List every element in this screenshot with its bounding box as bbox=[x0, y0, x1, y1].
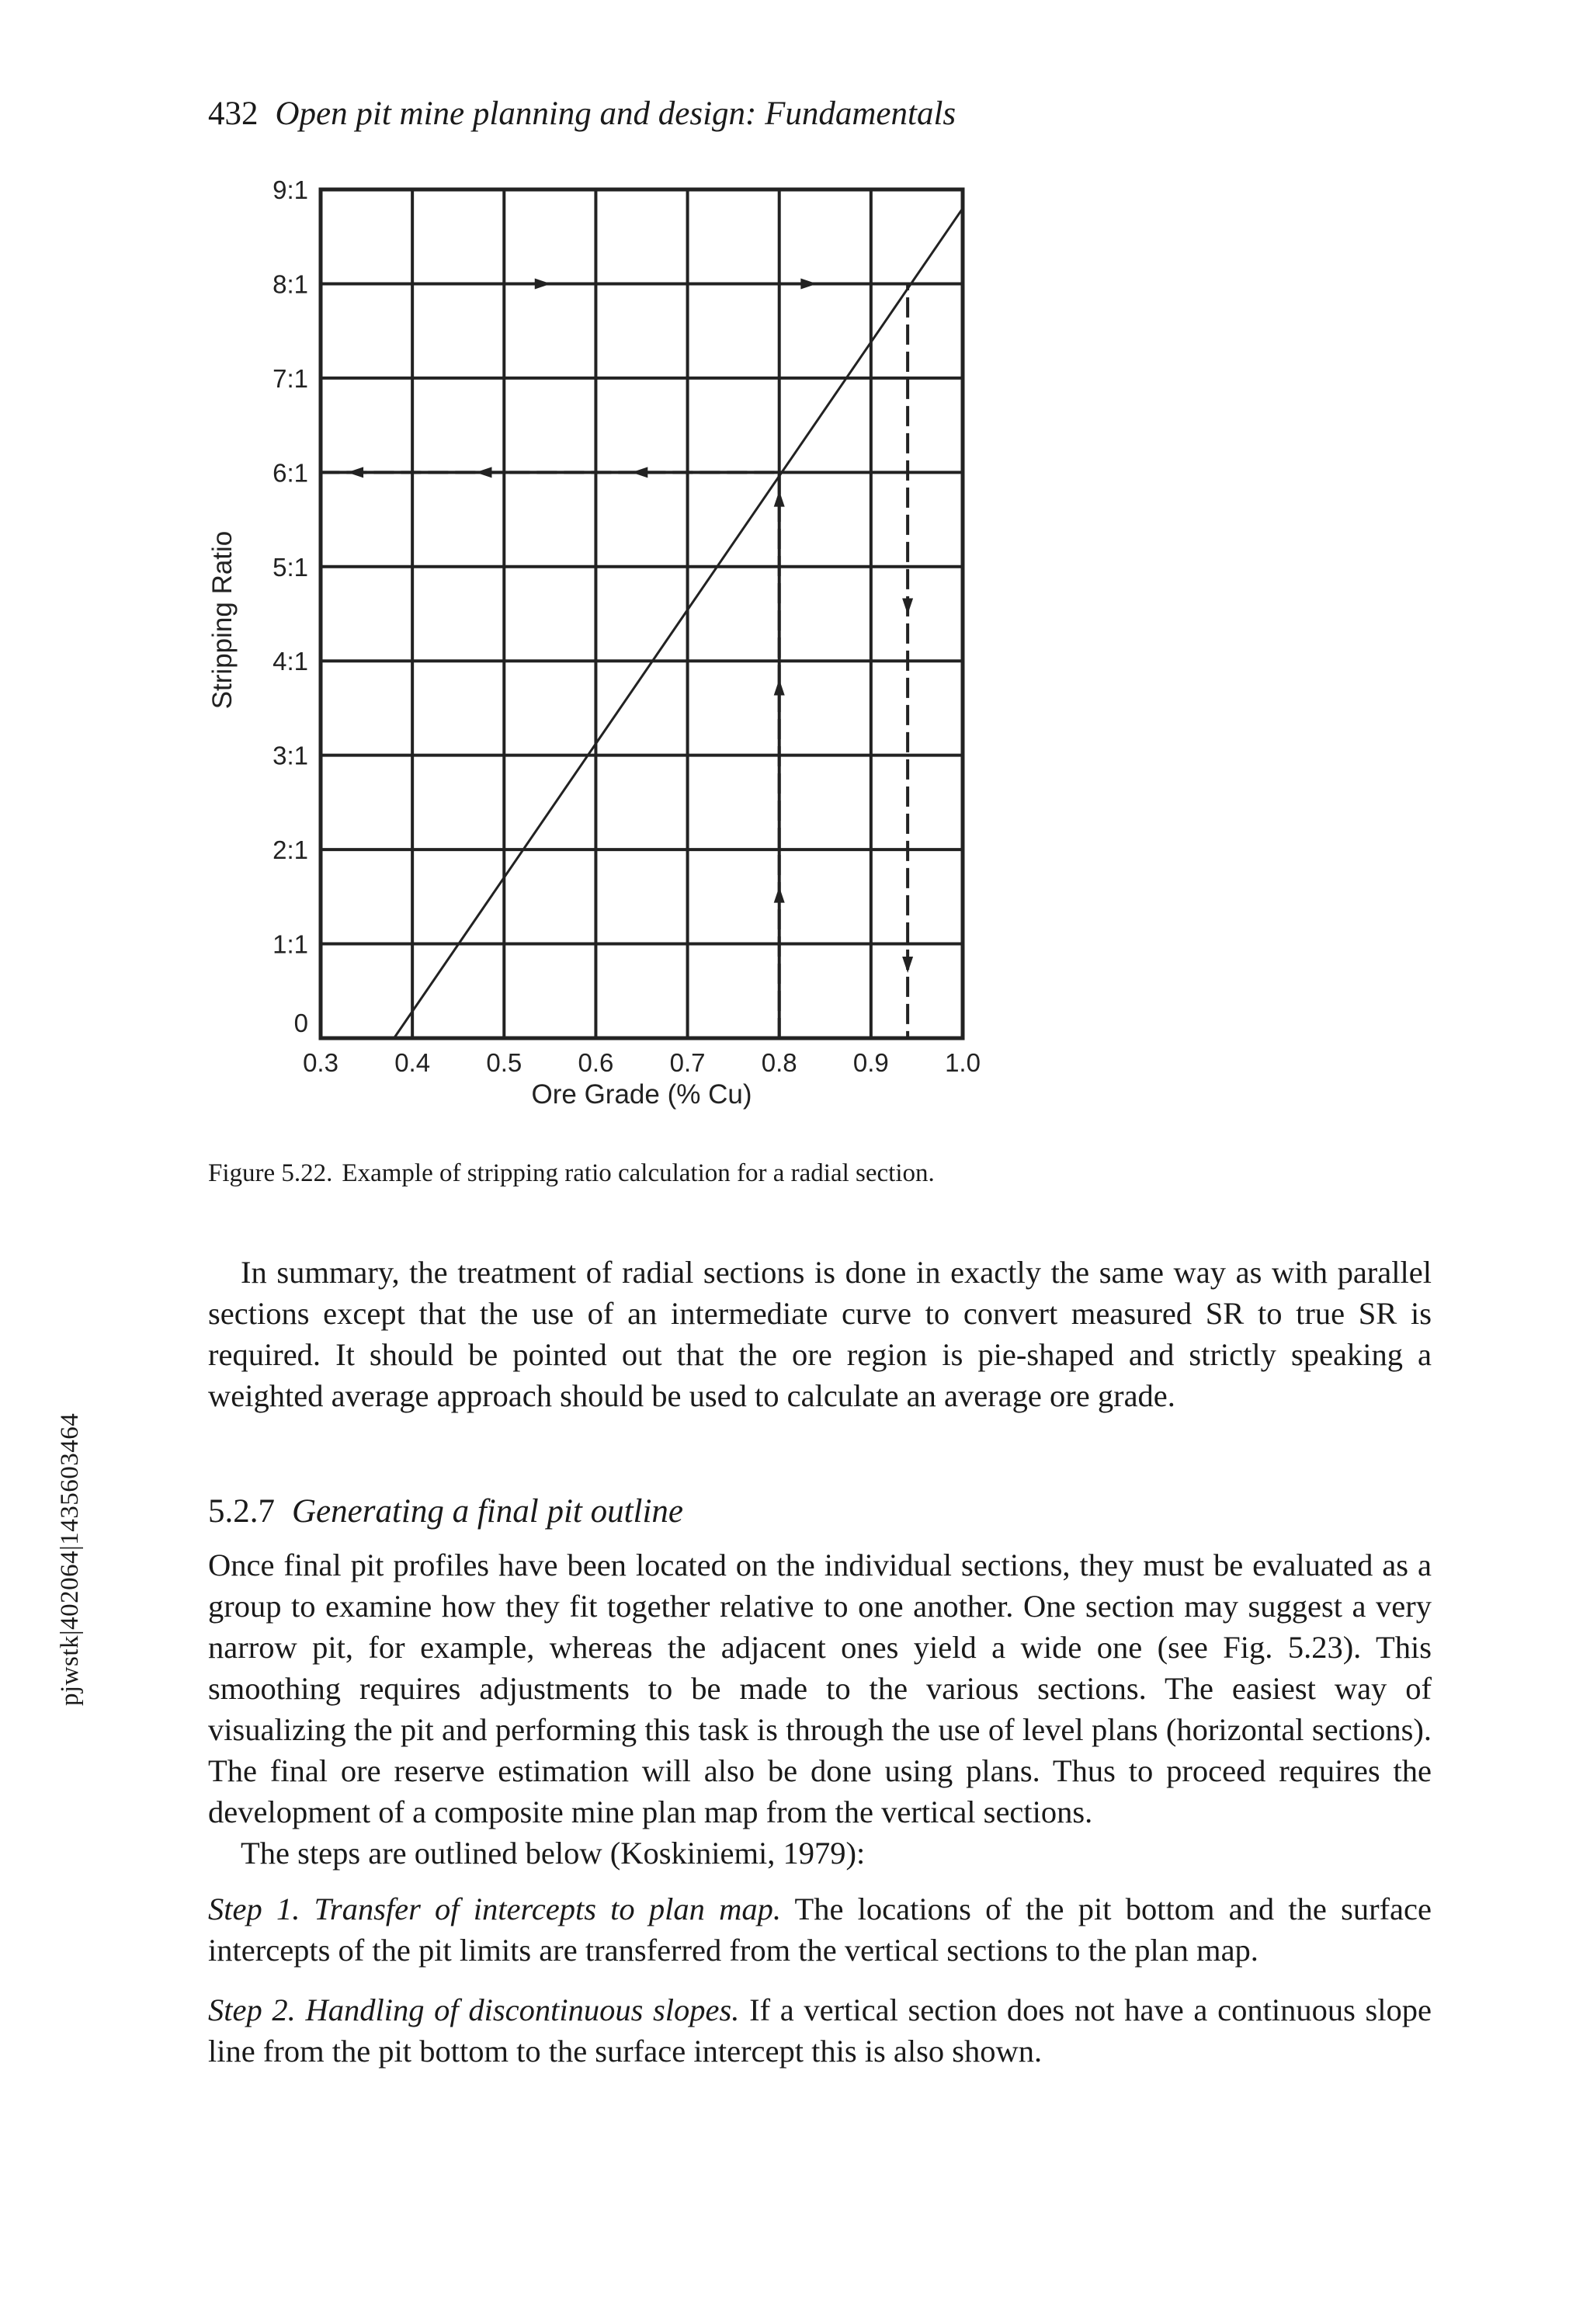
paragraph-steps-intro: The steps are outlined below (Koskiniemi, 1979): bbox=[241, 1836, 866, 1871]
x-axis-title: Ore Grade (% Cu) bbox=[531, 1079, 752, 1110]
step-2-text: If a vertical section does not have a continuous slope line from the pit bottom to the surface intercept this is also shown. bbox=[208, 1992, 1432, 2069]
section-number: 5.2.7 bbox=[208, 1493, 275, 1530]
x-tick-label-0.3: 0.3 bbox=[303, 1048, 338, 1077]
y-tick-label-8:1: 8:1 bbox=[273, 269, 308, 299]
x-tick-label-0.6: 0.6 bbox=[578, 1048, 614, 1077]
step-1-label: Step 1. Transfer of intercepts to plan map. bbox=[208, 1892, 781, 1926]
paragraph-final-pit: Once final pit profiles have been located on the individual sections, they must be evaluated as a group to examine how they fit together relative to one another. One section may suggest a very narrow pit, for example, whereas the adjacent ones yield a wide one (see Fig. 5.23). This smoothing requires adjustments to be made to the various sections. The easiest way of visualizing the pit and performing this task is through the use of level plans (horizontal sections). The final ore reserve estimation will also be done using plans. Thus to proceed requires the development of a composite mine plan map from the vertical sections. bbox=[208, 1548, 1432, 1829]
stripping-ratio-chart bbox=[0, 0, 1590, 1149]
page-number: 432 bbox=[208, 96, 259, 132]
y-tick-label-6:1: 6:1 bbox=[273, 458, 308, 488]
arrow-path-8to1-right-arrow-0 bbox=[535, 278, 551, 289]
figure-label: Figure 5.22. bbox=[208, 1159, 333, 1187]
y-tick-label-3:1: 3:1 bbox=[273, 741, 308, 770]
step-2 bbox=[208, 1989, 1432, 2072]
paragraph-summary: In summary, the treatment of radial sections is done in exactly the same way as with parallel sections except that the use of an intermediate curve to convert measured SR to true SR is required. It should be pointed out that the ore region is pie-shaped and strictly speaking a weighted average approach should be used to calculate an average ore grade. bbox=[208, 1255, 1432, 1413]
x-tick-label-0.7: 0.7 bbox=[669, 1048, 706, 1077]
x-tick-label-0.4: 0.4 bbox=[394, 1048, 431, 1077]
section-title: Generating a final pit outline bbox=[292, 1493, 684, 1530]
arrow-path-6to1-up-arrow-0 bbox=[774, 887, 785, 903]
y-tick-label-2:1: 2:1 bbox=[273, 835, 308, 865]
arrow-path-6to1-left-arrow-2 bbox=[347, 467, 363, 478]
x-tick-label-0.9: 0.9 bbox=[852, 1048, 889, 1077]
x-tick-label-1.0: 1.0 bbox=[945, 1048, 981, 1077]
y-tick-label-1:1: 1:1 bbox=[273, 929, 308, 959]
figure-caption-text: Example of stripping ratio calculation for a radial section. bbox=[342, 1159, 935, 1187]
arrow-path-6to1-up-arrow-2 bbox=[774, 491, 785, 507]
y-tick-label-7:1: 7:1 bbox=[273, 363, 308, 393]
side-identifier: pjwstk|402064|1435603464 bbox=[56, 1412, 84, 1706]
x-tick-label-0.8: 0.8 bbox=[761, 1048, 797, 1077]
step-2-label: Step 2. Handling of discontinuous slopes. bbox=[208, 1992, 740, 2027]
arrow-path-8to1-down-arrow-0 bbox=[902, 599, 913, 615]
series-conversion-line bbox=[394, 208, 963, 1038]
y-axis-title: Stripping Ratio bbox=[207, 530, 238, 710]
y-tick-label-5:1: 5:1 bbox=[273, 552, 308, 582]
arrow-path-6to1-left-arrow-0 bbox=[632, 467, 648, 478]
plot-frame bbox=[321, 189, 963, 1038]
figure-caption bbox=[208, 1159, 935, 1188]
running-title: Open pit mine planning and design: Fundamentals bbox=[275, 96, 956, 132]
arrow-path-8to1-right-arrow-1 bbox=[800, 278, 817, 289]
arrow-path-8to1-down-arrow-1 bbox=[902, 957, 913, 973]
step-1-text: The locations of the pit bottom and the surface intercepts of the pit limits are transferred from the vertical sections to the plan map. bbox=[208, 1892, 1432, 1968]
y-tick-label-4:1: 4:1 bbox=[273, 647, 308, 676]
y-tick-label-9:1: 9:1 bbox=[273, 175, 308, 204]
y-tick-label-0: 0 bbox=[293, 1009, 308, 1037]
section-heading bbox=[208, 1492, 683, 1530]
arrow-path-6to1-left-arrow-1 bbox=[476, 467, 492, 478]
arrow-path-6to1-up-arrow-1 bbox=[774, 679, 785, 696]
step-1 bbox=[208, 1888, 1432, 1971]
x-tick-label-0.5: 0.5 bbox=[486, 1048, 522, 1077]
